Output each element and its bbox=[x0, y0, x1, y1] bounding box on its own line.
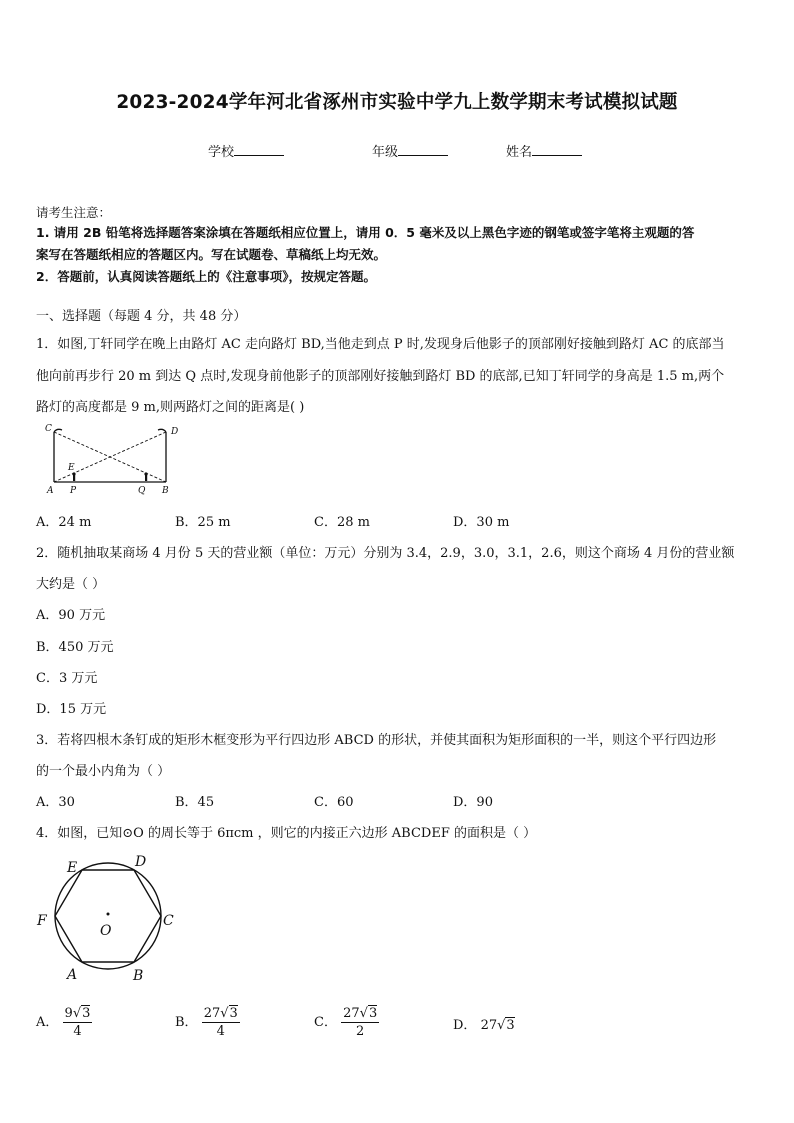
q4-a-den: 4 bbox=[73, 1024, 82, 1039]
q4-a-coef: 9 bbox=[64, 1006, 73, 1021]
person-figures bbox=[72, 472, 147, 481]
lamp-d-head bbox=[158, 429, 166, 432]
q3-option-a[interactable]: A．30 bbox=[36, 795, 75, 810]
hexagon-abcdef bbox=[55, 870, 161, 962]
q2-option-b[interactable]: B．450 万元 bbox=[36, 640, 114, 655]
grade-blank[interactable] bbox=[398, 143, 448, 156]
page-title: 2023-2024学年河北省涿州市实验中学九上数学期末考试模拟试题 bbox=[116, 92, 678, 113]
fig1-label-e: E bbox=[68, 463, 75, 473]
fig1-label-q: Q bbox=[138, 486, 146, 496]
q1-line-2: 他向前再步行 20 m 到达 Q 点时,发现身前他影子的顶部刚好接触到路灯 BD 的底部,已知丁轩同学的身高是 1.5 m,两个 bbox=[36, 369, 725, 384]
q4-option-a[interactable] bbox=[36, 1006, 92, 1039]
q4-option-c-fraction: $\frac{27√3}{2}$ bbox=[343, 1006, 378, 1039]
shadow-line-2 bbox=[54, 432, 166, 482]
q1-option-d[interactable]: D．30 m bbox=[453, 515, 510, 530]
grade-field[interactable] bbox=[372, 141, 448, 160]
q2-option-a[interactable]: A．90 万元 bbox=[36, 608, 106, 623]
q4-b-den: 4 bbox=[216, 1024, 225, 1039]
notice-line-1a: 1. 请用 2B 铅笔将选择题答案涂填在答题纸相应位置上，请用 0．5 毫米及以上黑色字迹的钢笔或签字笔将主观题的答 bbox=[36, 225, 695, 240]
q4-option-c[interactable] bbox=[314, 1006, 379, 1039]
name-label: 姓名 bbox=[506, 145, 533, 160]
fig1-label-b: B bbox=[162, 486, 169, 496]
q4-option-d-label: D． bbox=[453, 1018, 477, 1033]
q1-option-a[interactable]: A．24 m bbox=[36, 515, 92, 530]
q4-option-b-label: B． bbox=[175, 1015, 198, 1030]
q4-option-d[interactable]: D． 27√3 bbox=[453, 1018, 515, 1033]
q4-line-1: 4．如图，已知⊙O 的周长等于 6πcm ，则它的内接正六边形 ABCDEF 的面积是（ ） bbox=[36, 826, 537, 841]
q4-option-a-fraction: $\frac{9√3}{4}$ bbox=[64, 1006, 91, 1039]
q1-option-b[interactable]: B．25 m bbox=[175, 515, 231, 530]
fig4-label-f: F bbox=[37, 913, 47, 929]
q4-option-c-label: C． bbox=[314, 1015, 337, 1030]
q1-figure bbox=[40, 420, 180, 500]
q4-c-den: 2 bbox=[356, 1024, 365, 1039]
q4-d-rad: 3 bbox=[506, 1018, 515, 1033]
school-blank[interactable] bbox=[234, 143, 284, 156]
q4-a-rad: 3 bbox=[82, 1006, 91, 1021]
name-field[interactable] bbox=[506, 141, 582, 160]
school-field[interactable] bbox=[208, 141, 284, 160]
circle-o bbox=[55, 863, 161, 969]
fig4-label-b: B bbox=[133, 968, 144, 984]
center-point bbox=[107, 913, 110, 916]
fig1-label-c: C bbox=[45, 424, 52, 434]
q1-line-3: 路灯的高度都是 9 m,则两路灯之间的距离是( ) bbox=[36, 400, 305, 415]
fig1-label-p: P bbox=[70, 486, 77, 496]
q4-figure bbox=[34, 850, 184, 985]
fig4-label-e: E bbox=[67, 860, 78, 876]
q4-d-coef: 27 bbox=[480, 1018, 498, 1033]
school-label: 学校 bbox=[208, 145, 235, 160]
q4-b-coef: 27 bbox=[203, 1006, 221, 1021]
notice-line-1b: 案写在答题纸相应的答题区内。写在试题卷、草稿纸上均无效。 bbox=[36, 247, 387, 262]
q3-option-c[interactable]: C．60 bbox=[314, 795, 354, 810]
lamp-c-head bbox=[54, 429, 62, 432]
q2-line-1: 2．随机抽取某商场 4 月份 5 天的营业额（单位：万元）分别为 3.4，2.9，3.0，3.1，2.6，则这个商场 4 月份的营业额 bbox=[36, 546, 735, 561]
fig4-label-c: C bbox=[163, 913, 174, 929]
name-blank[interactable] bbox=[532, 143, 582, 156]
q4-option-a-label: A． bbox=[36, 1015, 59, 1030]
q3-option-d[interactable]: D．90 bbox=[453, 795, 493, 810]
fig4-label-a: A bbox=[67, 967, 78, 983]
q2-line-2: 大约是（ ） bbox=[36, 577, 106, 592]
fig4-label-d: D bbox=[135, 854, 147, 870]
q4-b-rad: 3 bbox=[229, 1006, 238, 1021]
section-heading: 一、选择题（每题 4 分，共 48 分） bbox=[36, 309, 247, 324]
fig1-label-d: D bbox=[171, 427, 179, 437]
q3-line-2: 的一个最小内角为（ ） bbox=[36, 764, 171, 779]
q3-option-b[interactable]: B．45 bbox=[175, 795, 215, 810]
q4-option-b-fraction: $\frac{27√3}{4}$ bbox=[203, 1006, 238, 1039]
q4-c-coef: 27 bbox=[343, 1006, 360, 1021]
q4-option-b[interactable] bbox=[175, 1006, 240, 1039]
q4-c-rad: 3 bbox=[368, 1006, 378, 1021]
notice-line-2: 2．答题前，认真阅读答题纸上的《注意事项》，按规定答题。 bbox=[36, 269, 376, 284]
q2-option-d[interactable]: D．15 万元 bbox=[36, 702, 107, 717]
q1-option-c[interactable]: C．28 m bbox=[314, 515, 370, 530]
q1-line-1: 1．如图,丁轩同学在晚上由路灯 AC 走向路灯 BD,当他走到点 P 时,发现身后他影子的顶部刚好接触到路灯 AC 的底部当 bbox=[36, 337, 725, 352]
fig1-label-a: A bbox=[47, 486, 54, 496]
grade-label: 年级 bbox=[372, 145, 399, 160]
q3-line-1: 3．若将四根木条钉成的矩形木框变形为平行四边形 ABCD 的形状，并使其面积为矩形面积的一半，则这个平行四边形 bbox=[36, 733, 717, 748]
notice-heading: 请考生注意： bbox=[36, 205, 112, 220]
fig4-label-o: O bbox=[100, 923, 112, 939]
q2-option-c[interactable]: C．3 万元 bbox=[36, 671, 98, 686]
